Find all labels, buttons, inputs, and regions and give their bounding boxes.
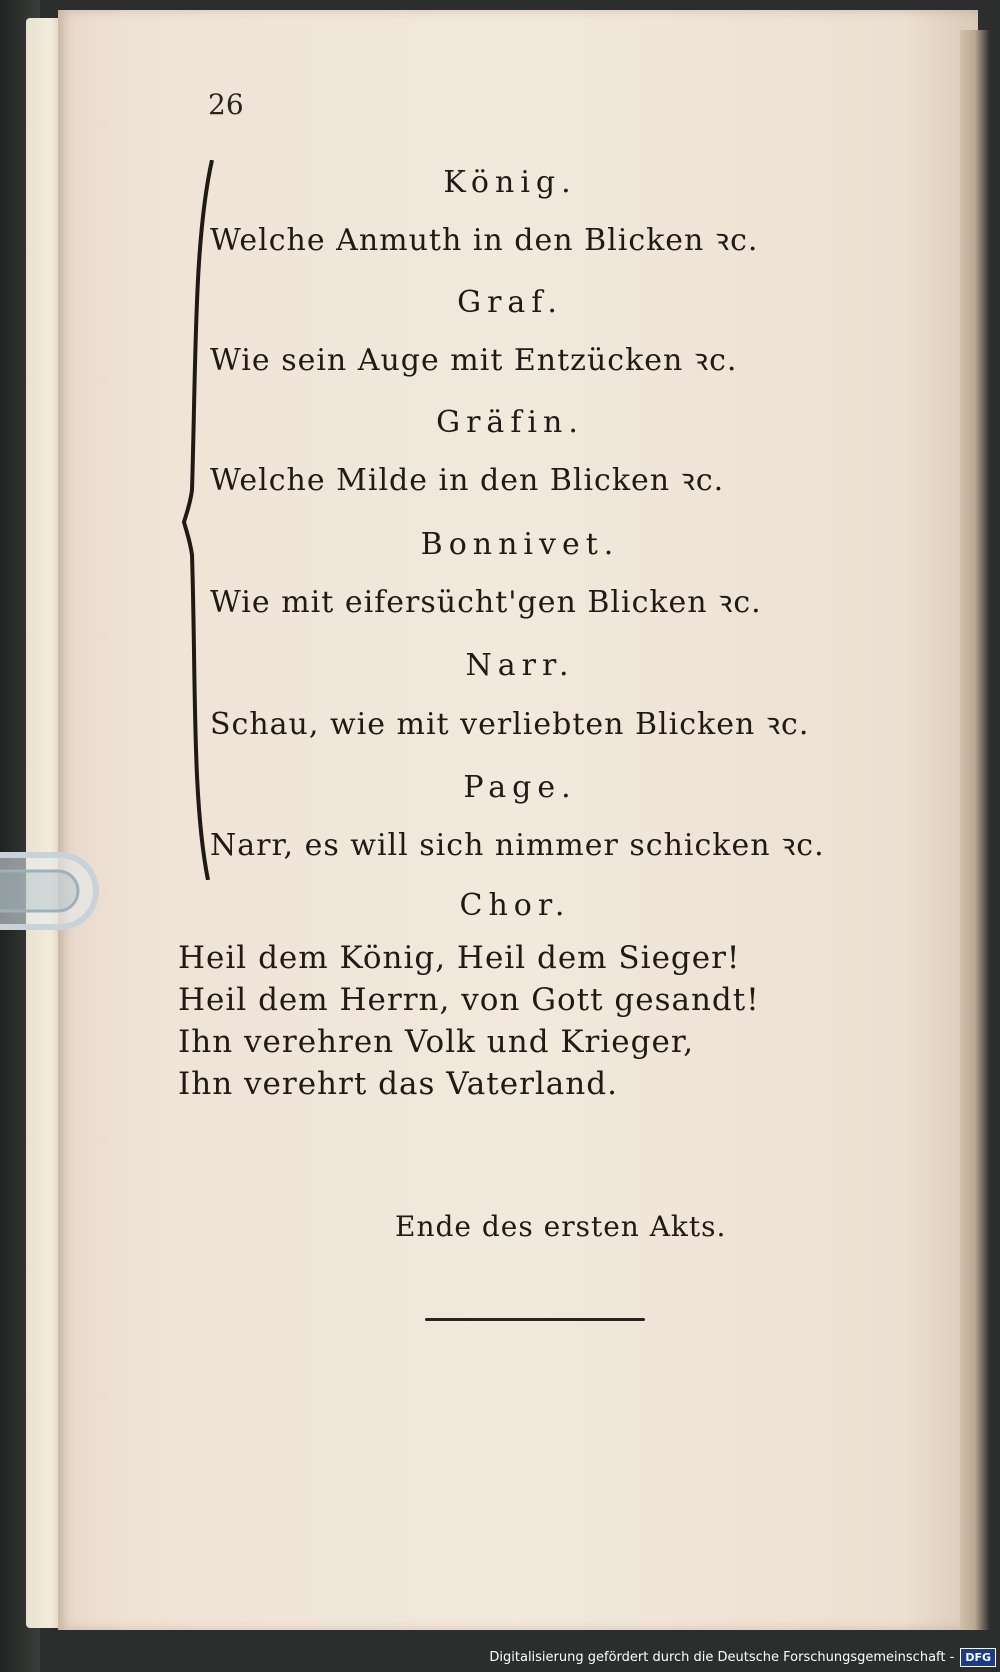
speaker-koenig: König. [443, 165, 577, 200]
dialogue-line: Wie sein Auge mit Entzücken ꝛc. [210, 343, 738, 378]
chorus-line: Heil dem König, Heil dem Sieger! [178, 940, 741, 976]
speaker-brace [182, 160, 222, 880]
closing-rule [425, 1318, 645, 1321]
page-edge-shadow [960, 30, 990, 1630]
chorus-line: Heil dem Herrn, von Gott gesandt! [178, 982, 760, 1018]
speaker-bonnivet: Bonnivet. [420, 527, 620, 562]
page-clip-icon [0, 835, 110, 945]
dfg-logo-icon: DFG [960, 1648, 996, 1667]
chorus-line: Ihn verehren Volk und Krieger, [178, 1024, 695, 1060]
speaker-narr: Narr. [465, 648, 575, 683]
dialogue-line: Wie mit eifersücht'gen Blicken ꝛc. [210, 585, 762, 620]
page-number: 26 [208, 88, 244, 121]
speaker-graefin: Gräfin. [436, 405, 584, 440]
dialogue-line: Welche Anmuth in den Blicken ꝛc. [210, 223, 759, 258]
speaker-page: Page. [463, 770, 577, 805]
dialogue-line: Narr, es will sich nimmer schicken ꝛc. [210, 828, 825, 863]
dialogue-line: Welche Milde in den Blicken ꝛc. [210, 463, 725, 498]
speaker-chor: Chor. [459, 888, 571, 923]
speaker-graf: Graf. [457, 285, 563, 320]
dialogue-line: Schau, wie mit verliebten Blicken ꝛc. [210, 707, 810, 742]
digitization-footer [489, 1646, 996, 1668]
chorus-line: Ihn verehrt das Vaterland. [178, 1066, 618, 1102]
footer-text: Digitalisierung gefördert durch die Deutsche Forschungsgemeinschaft - [489, 1649, 955, 1665]
act-end-text: Ende des ersten Akts. [395, 1210, 727, 1243]
